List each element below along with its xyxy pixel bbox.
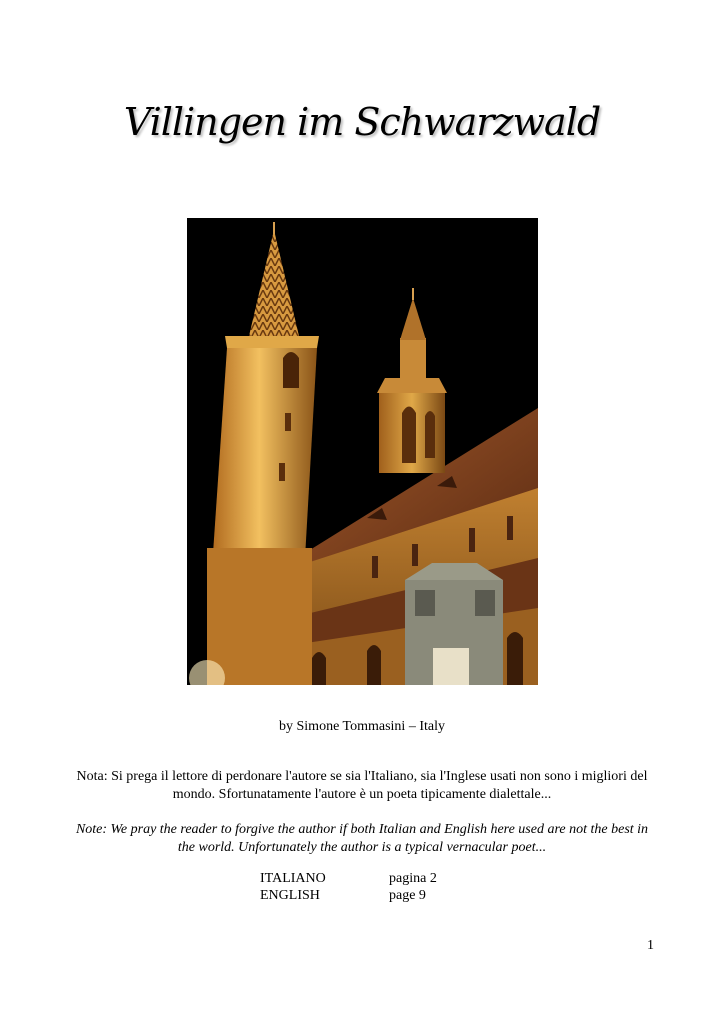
table-of-contents [260, 870, 437, 904]
toc-page: page 9 [389, 888, 426, 903]
toc-row-english [260, 887, 437, 904]
italian-note: Nota: Si prega il lettore di perdonare l'autore se sia l'Italiano, sia l'Inglese usati non sono i migliori del mondo. Sfortunatamente l'autore è un poeta tipicamente dialettale... [76, 769, 648, 802]
cathedral-illustration [187, 218, 538, 685]
toc-row-italiano [260, 870, 437, 887]
english-note: Note: We pray the reader to forgive the author if both Italian and English here used are not the best in the world. Unfortunately the author is a typical vernacular poet... [75, 822, 649, 855]
foreground-fountain [405, 563, 503, 685]
page-number: 1 [647, 938, 654, 953]
toc-page: pagina 2 [389, 871, 437, 886]
author-byline: by Simone Tommasini – Italy [279, 719, 445, 734]
toc-language: ENGLISH [260, 888, 320, 903]
toc-language: ITALIANO [260, 871, 326, 886]
cathedral-photo [187, 218, 538, 685]
document-title: Villingen im Schwarzwald [123, 100, 601, 144]
